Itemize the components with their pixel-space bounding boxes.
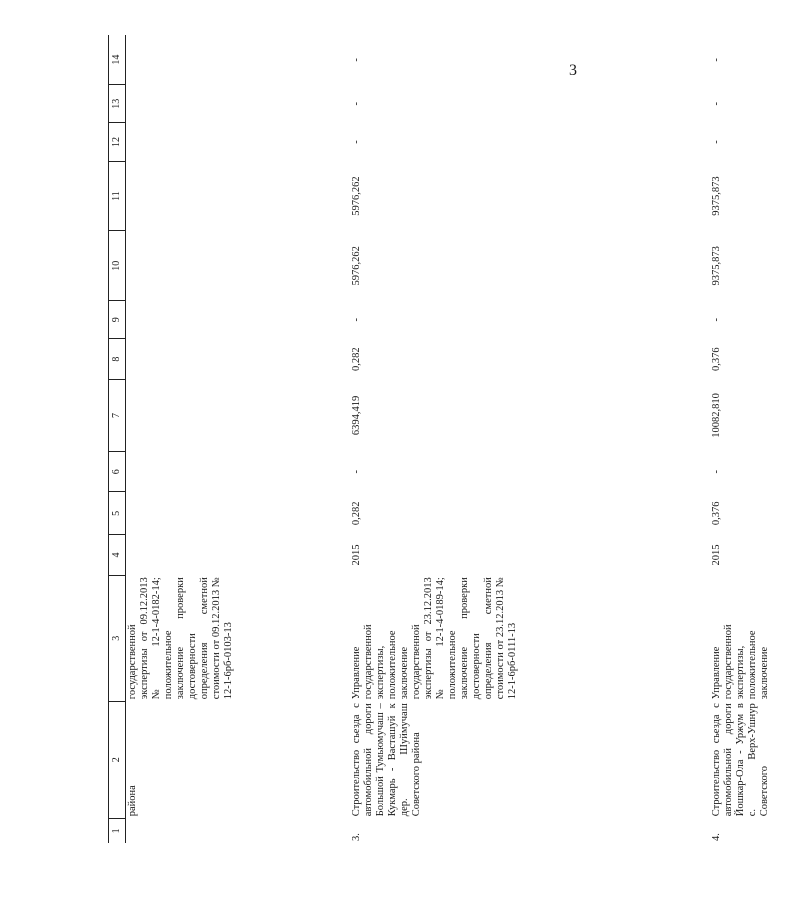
cell-c8: 0,376 — [710, 347, 722, 371]
cell-c11: 9375,873 — [710, 176, 722, 216]
col-header: 3 — [109, 575, 126, 701]
cell-c5: 0,282 — [350, 501, 362, 526]
col-header: 9 — [109, 301, 126, 339]
cell-expertise: Управление государственной экспертизы, положительное заключение государственной экспертизы от 23.12.2013 № 12-1-4-0189-14; положительное заключение проверки достоверности определения сметной стоимости от 23.12.2013 № 12-1-6рб-0111-13 — [350, 577, 518, 700]
col-header: 12 — [109, 123, 126, 161]
cell-object-name: Строительство съезда с автомобильной дороги Большой Тумьюмучаш – Кукмарь - Васташуй к дер. Шуймучаш Советского района — [350, 703, 422, 817]
cell-c12: - — [710, 140, 722, 144]
cell-c7: 10082,810 — [710, 393, 722, 438]
col-header: 6 — [109, 451, 126, 492]
cell-year: 2015 — [350, 544, 362, 566]
cell-number: 3. — [350, 833, 362, 841]
cell-c7: 6394,419 — [350, 395, 362, 436]
cell-c13 — [126, 85, 350, 123]
cell-c14: - — [710, 58, 722, 62]
cell-c8 — [126, 339, 350, 380]
col-header: 5 — [109, 492, 126, 535]
cell-c10: 9375,873 — [710, 246, 722, 286]
cell-c13: - — [710, 102, 722, 106]
cell-c10 — [126, 231, 350, 301]
cell-c11: 5976,262 — [350, 176, 362, 216]
col-header: 8 — [109, 339, 126, 380]
cell-c10: 5976,262 — [350, 246, 362, 286]
cell-c11 — [126, 161, 350, 231]
cell-object-name: района — [127, 785, 138, 817]
cell-c12: - — [350, 140, 362, 144]
cell-number: 4. — [710, 833, 722, 841]
col-header: 14 — [109, 35, 126, 85]
col-header: 4 — [109, 535, 126, 576]
header-row — [109, 35, 126, 843]
cell-c7 — [126, 379, 350, 451]
page-number: 3 — [569, 62, 577, 79]
col-header: 11 — [109, 161, 126, 231]
table-row — [710, 35, 800, 843]
cell-expertise: Управление государственной экспертизы, положительное заключение — [710, 624, 770, 700]
rotated-table — [108, 35, 770, 843]
table-row — [350, 35, 710, 843]
cell-c14 — [126, 35, 350, 85]
col-header: 13 — [109, 85, 126, 123]
cell-c9: - — [350, 318, 362, 322]
cell-c8: 0,282 — [350, 347, 362, 371]
cell-c9: - — [710, 318, 722, 322]
cell-expertise: государственной экспертизы от 09.12.2013 № 12-1-4-0182-14; положительное заключение проверки достоверности определения сметной стоимости от 09.12.2013 № 12-1-6рб-0103-13 — [127, 577, 234, 700]
col-header: 7 — [109, 379, 126, 451]
data-table — [108, 35, 800, 843]
cell-c5: 0,376 — [710, 501, 722, 526]
cell-c5 — [126, 492, 350, 535]
cell-c13: - — [350, 102, 362, 106]
col-header: 1 — [109, 818, 126, 843]
cell-c6: - — [350, 469, 362, 474]
cell-c14: - — [350, 58, 362, 62]
cell-year: 2015 — [710, 544, 722, 566]
cell-c12 — [126, 123, 350, 161]
cell-c9 — [126, 301, 350, 339]
table-row — [126, 35, 350, 843]
cell-c6 — [126, 451, 350, 492]
col-header: 10 — [109, 231, 126, 301]
cell-c6: - — [710, 469, 722, 474]
cell-object-name: Строительство съезда с автомобильной дороги Йошкар-Ола - Уржум в с. Верх-Ушнур Советского — [710, 703, 770, 817]
cell-year — [126, 535, 350, 576]
cell-number — [126, 818, 350, 843]
col-header: 2 — [109, 701, 126, 818]
